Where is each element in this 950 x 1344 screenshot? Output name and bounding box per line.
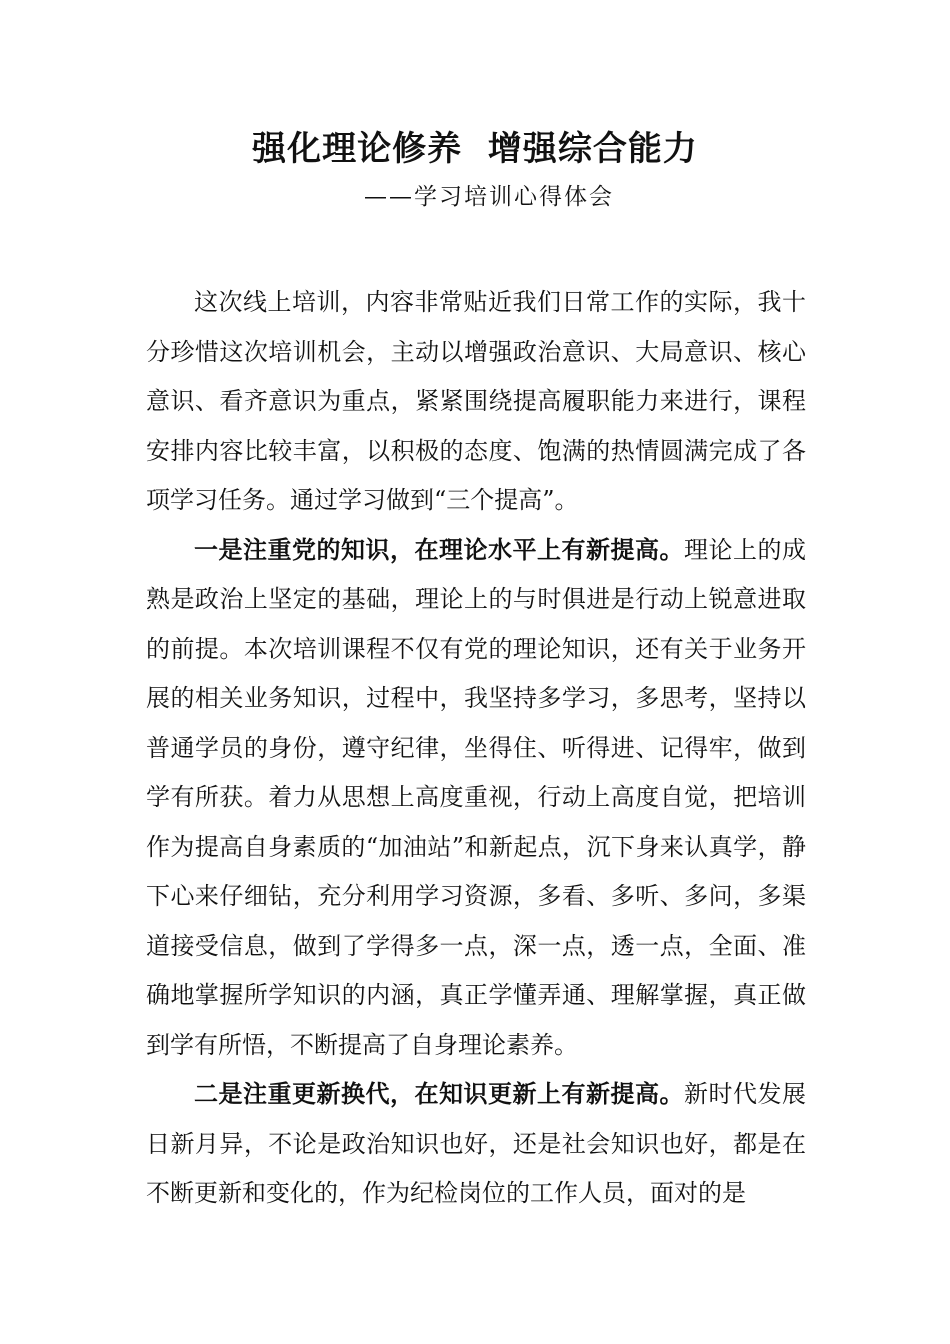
paragraph-text: 这次线上培训，内容非常贴近我们日常工作的实际，我十分珍惜这次培训机会，主动以增强政治意识、大局意识、核心意识、看齐意识为重点，紧紧围绕提高履职能力来进行，课程安排内容比较丰富，以积极的态度、饱满的热情圆满完成了各项学习任务。通过学习做到“三个提高”。: [146, 288, 806, 514]
paragraph-intro: [146, 278, 806, 526]
paragraph-point-one: [146, 526, 806, 1071]
paragraph-point-two: [146, 1070, 806, 1219]
document-subtitle: ——学习培训心得体会: [364, 184, 614, 210]
document-title: 强化理论修养 增强综合能力: [252, 129, 698, 169]
paragraph-lead: 二是注重更新换代，在知识更新上有新提高。: [194, 1080, 684, 1108]
paragraph-lead: 一是注重党的知识，在理论水平上有新提高。: [194, 535, 684, 564]
paragraph-text: 理论上的成熟是政治上坚定的基础，理论上的与时俱进是行动上锐意进取的前提。本次培训课程不仅有党的理论知识，还有关于业务开展的相关业务知识，过程中，我坚持多学习，多思考，坚持以普通学员的身份，遵守纪律，坐得住、听得进、记得牢，做到学有所获。着力从思想上高度重视，行动上高度自觉，把培训作为提高自身素质的“加油站”和新起点，沉下身来认真学，静下心来仔细钻，充分利用学习资源，多看、多听、多问，多渠道接受信息，做到了学得多一点，深一点，透一点，全面、准确地掌握所学知识的内涵，真正学懂弄通、理解掌握，真正做到学有所悟，不断提高了自身理论素养。: [146, 535, 806, 1059]
document-body: [146, 278, 806, 1219]
paragraph-text: 新时代发展日新月异，不论是政治知识也好，还是社会知识也好，都是在不断更新和变化的，作为纪检岗位的工作人员，面对的是: [146, 1080, 806, 1207]
